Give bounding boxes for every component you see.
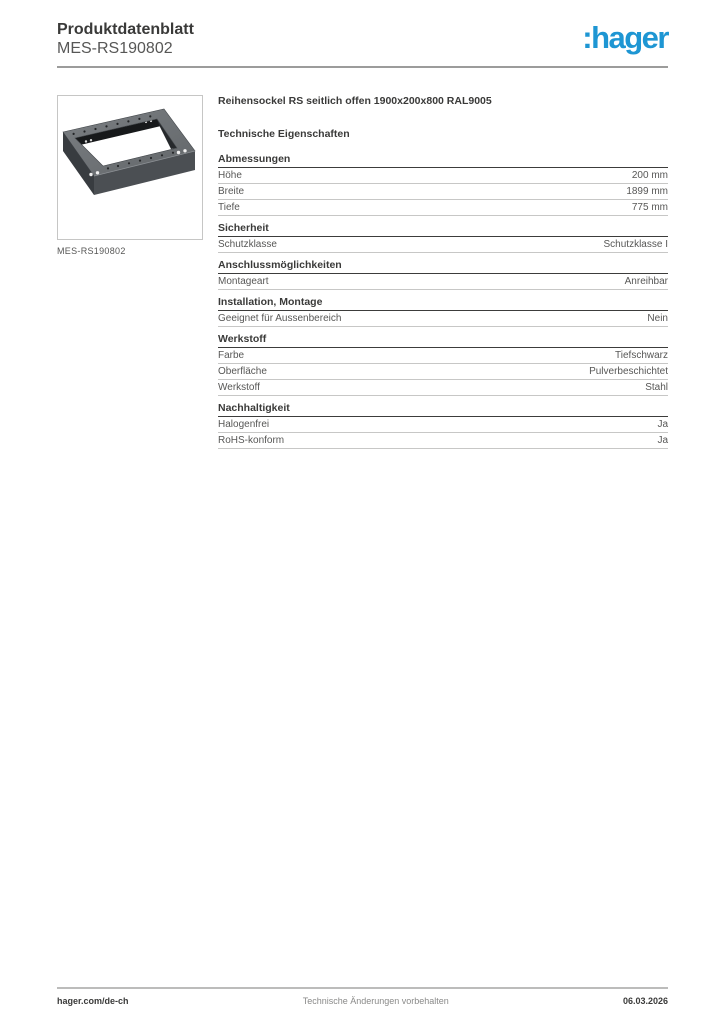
spec-value: Stahl [645,382,668,393]
spec-value: Ja [657,419,668,430]
spec-label: Schutzklasse [218,239,277,250]
spec-value: Nein [647,313,668,324]
header-divider [57,66,668,68]
spec-label: Höhe [218,170,242,181]
spec-row [218,433,668,449]
spec-value: Anreihbar [624,276,668,287]
spec-label: Farbe [218,350,245,361]
spec-row [218,168,668,184]
spec-section [218,403,668,449]
spec-value: Schutzklasse I [603,239,668,250]
spec-row [218,200,668,216]
product-image-column [57,95,203,256]
spec-row [218,348,668,364]
document-title: Produktdatenblatt [57,21,194,38]
spec-section-heading: Sicherheit [218,223,668,237]
spec-label: Breite [218,186,245,197]
spec-value: Pulverbeschichtet [589,366,668,377]
spec-value: 200 mm [631,170,668,181]
product-reference: MES-RS190802 [57,40,173,57]
page-footer [57,987,668,1006]
footer-website: hager.com/de-ch [57,996,129,1006]
spec-label: RoHS-konform [218,435,285,446]
spec-value: Ja [657,435,668,446]
spec-row [218,364,668,380]
spec-row [218,237,668,253]
spec-value: 1899 mm [626,186,668,197]
spec-row [218,417,668,433]
spec-label: Halogenfrei [218,419,270,430]
spec-section [218,334,668,396]
spec-section-heading: Installation, Montage [218,297,668,311]
spec-section [218,260,668,290]
spec-row [218,311,668,327]
spec-sections [218,154,668,449]
product-image-caption: MES-RS190802 [57,246,126,256]
spec-section-heading: Anschlussmöglichkeiten [218,260,668,274]
spec-section [218,297,668,327]
spec-row [218,274,668,290]
spec-value: Tiefschwarz [615,350,668,361]
spec-row [218,184,668,200]
spec-label: Tiefe [218,202,240,213]
spec-label: Geeignet für Aussenbereich [218,313,342,324]
product-title: Reihensockel RS seitlich offen 1900x200x800 RAL9005 [218,95,492,107]
spec-value: 775 mm [631,202,668,213]
footer-date: 06.03.2026 [622,996,668,1006]
footer-notice: Technische Änderungen vorbehalten [302,996,449,1006]
spec-label: Oberfläche [218,366,267,377]
product-image [58,96,202,239]
page-header [57,20,668,66]
tech-properties-heading: Technische Eigenschaften [218,128,350,140]
spec-label: Montageart [218,276,269,287]
product-image-frame [57,95,203,240]
spec-section-heading: Abmessungen [218,154,668,168]
spec-label: Werkstoff [218,382,260,393]
spec-row [218,380,668,396]
spec-section [218,223,668,253]
hager-logo: :hager [582,20,668,55]
spec-section-heading: Werkstoff [218,334,668,348]
spec-section-heading: Nachhaltigkeit [218,403,668,417]
spec-column [218,95,668,449]
spec-section [218,154,668,216]
